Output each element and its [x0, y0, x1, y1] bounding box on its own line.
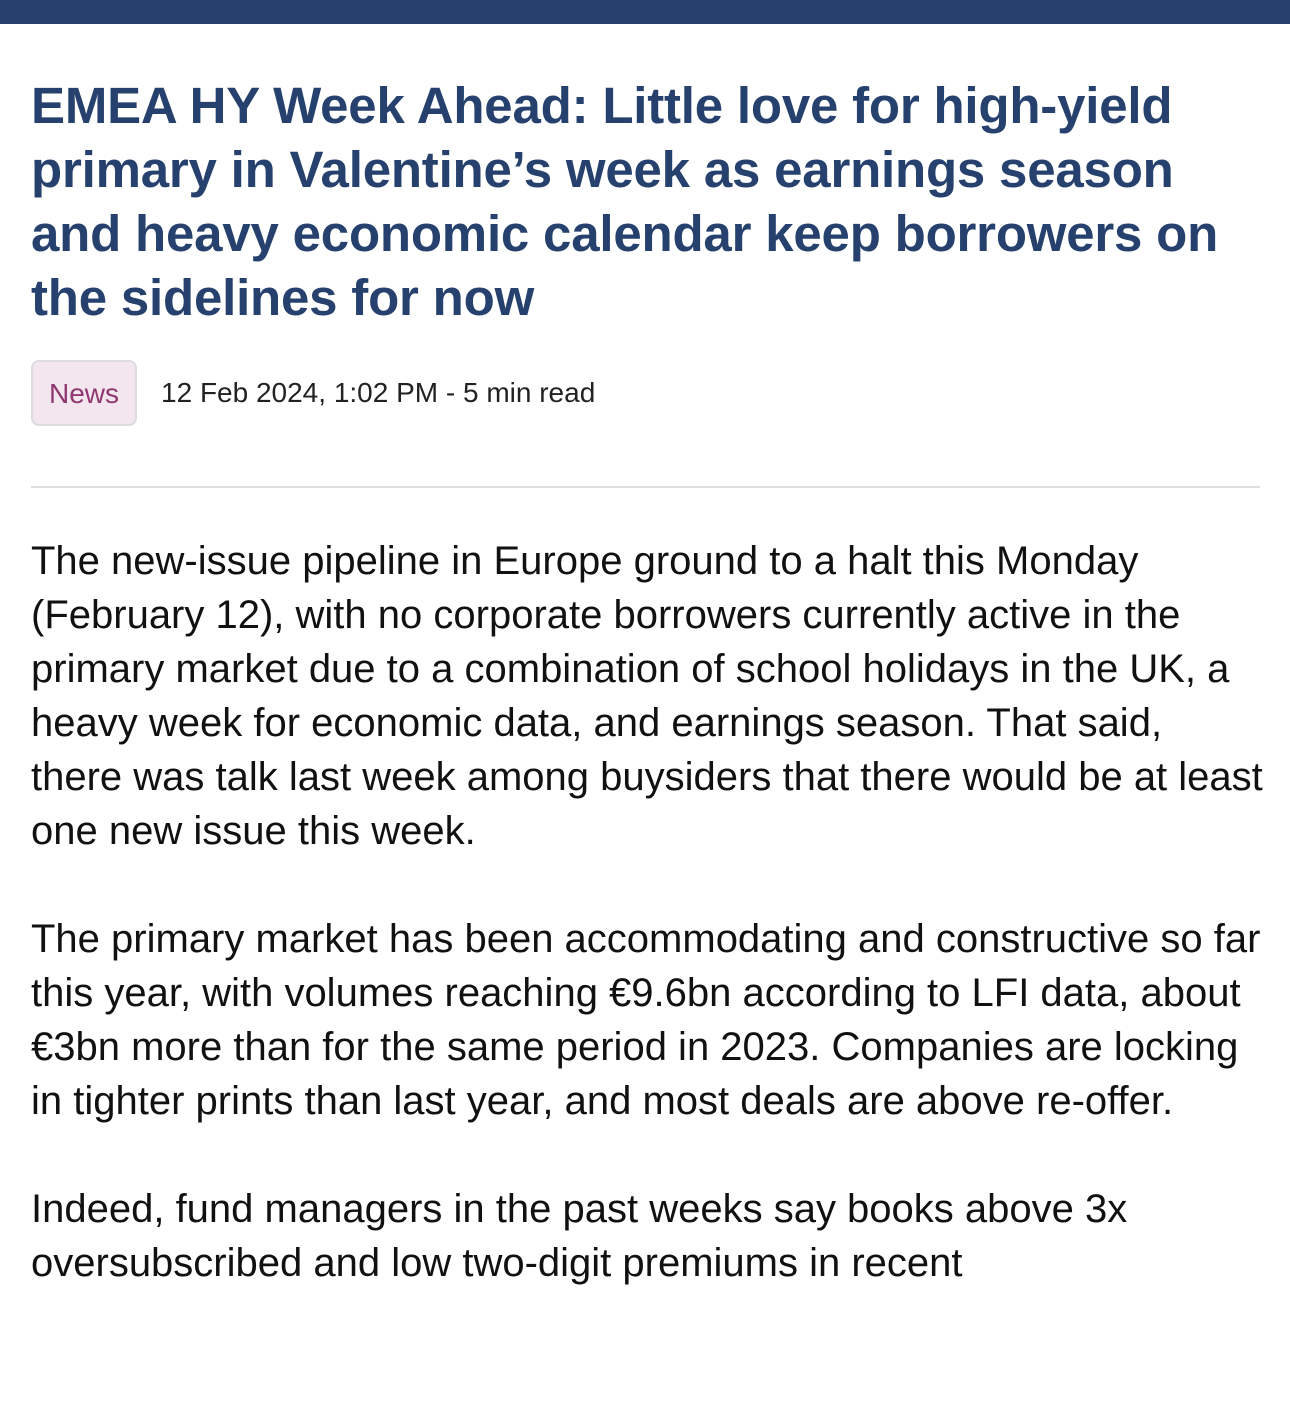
paragraph: The primary market has been accommodating and constructive so far this year, with volumes reaching €9.6bn according to LFI data, about €3bn more than for the same period in 2023. Companies are locking in tighter prints than last year, and most deals are above re-offer.: [31, 917, 1261, 1123]
article-title: EMEA HY Week Ahead: Little love for high-yield primary in Valentine’s week as earnings season and heavy economic calendar keep borrowers on the sidelines for now: [31, 77, 1219, 326]
paragraph: The new-issue pipeline in Europe ground to a halt this Monday (February 12), with no corporate borrowers currently active in the primary market due to a combination of school holidays in the UK, a heavy week for economic data, and earnings season. That said, there was talk last week among buysiders that there would be at least one new issue this week.: [31, 539, 1263, 853]
article-body: [31, 534, 1263, 1290]
divider: [31, 486, 1260, 488]
top-accent-bar: [0, 0, 1290, 24]
article: [31, 74, 1263, 1344]
article-meta-row: [31, 360, 1263, 426]
paragraph: Indeed, fund managers in the past weeks say books above 3x oversubscribed and low two-digit premiums in recent: [31, 1187, 1128, 1285]
category-tag[interactable]: News: [31, 360, 137, 426]
publish-date-readtime: 12 Feb 2024, 1:02 PM - 5 min read: [161, 377, 596, 408]
